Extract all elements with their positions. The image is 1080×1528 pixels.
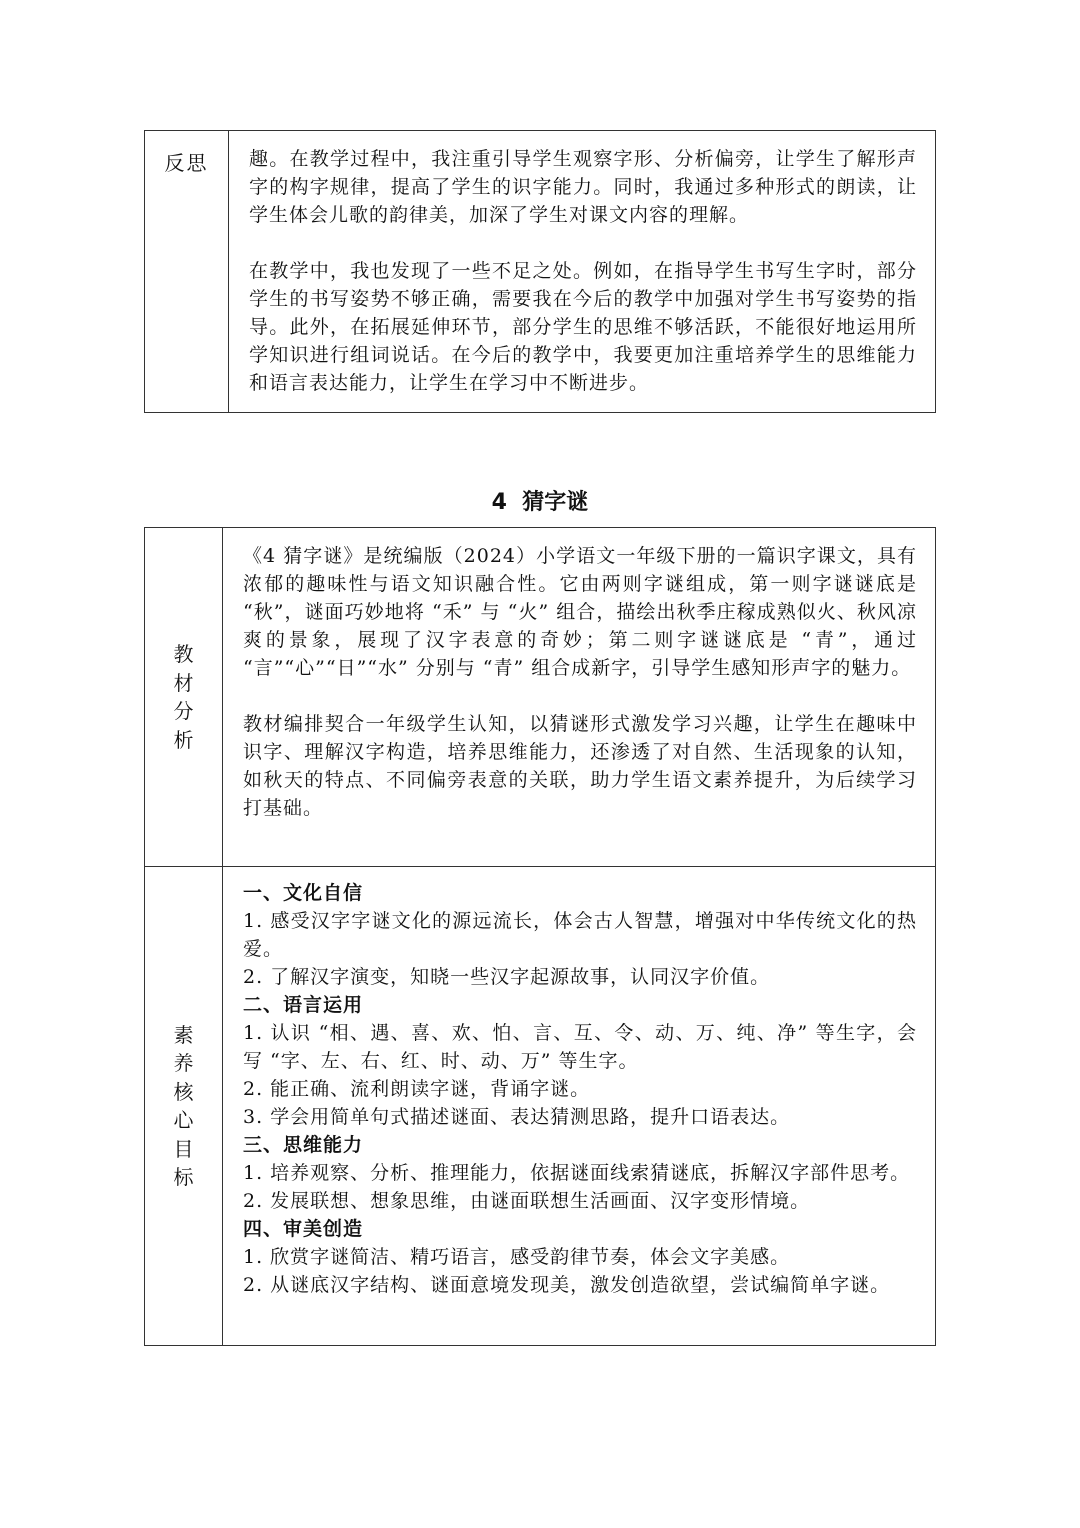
lesson-table (144, 527, 936, 1346)
goals-label-char: 标 (173, 1165, 194, 1189)
goals-item: 2. 了解汉字演变，知晓一些汉字起源故事，认同汉字价值。 (243, 966, 771, 988)
goals-section-heading: 二、语言运用 (243, 994, 364, 1016)
goals-section-heading: 三、思维能力 (243, 1134, 364, 1156)
goals-content (223, 867, 936, 1346)
goals-item: 1. 感受汉字字谜文化的源远流长，体会古人智慧，增强对中华传统文化的热爱。 (243, 910, 917, 960)
goals-item: 3. 学会用简单句式描述谜面、表达猜测思路，提升口语表达。 (243, 1106, 791, 1128)
reflection-label-cell (145, 131, 229, 413)
reflection-label: 反思 (164, 151, 209, 175)
goals-label (174, 1021, 194, 1192)
analysis-label-char: 材 (173, 670, 194, 695)
analysis-label (174, 640, 194, 754)
goals-label-char: 目 (173, 1136, 194, 1161)
goals-item: 1. 欣赏字谜简洁、精巧语言，感受韵律节奏，体会文字美感。 (243, 1246, 791, 1268)
reflection-table (144, 130, 936, 413)
goals-item: 2. 能正确、流利朗读字谜，背诵字谜。 (243, 1078, 591, 1100)
goals-label-char: 素 (173, 1022, 194, 1047)
reflection-paragraph-1: 趣。在教学过程中，我注重引导学生观察字形、分析偏旁，让学生了解形声字的构字规律，提高了学生的识字能力。同时，我通过多种形式的朗读，让学生体会儿歌的韵律美，加深了学生对课文内容的理解。 (249, 148, 917, 226)
goals-label-cell (145, 867, 223, 1346)
reflection-content (229, 131, 936, 413)
goals-item: 1. 培养观察、分析、推理能力，依据谜面线索猜谜底，拆解汉字部件思考。 (243, 1162, 911, 1184)
goals-label-char: 心 (173, 1108, 194, 1132)
analysis-content (223, 528, 936, 867)
analysis-label-char: 析 (173, 727, 194, 752)
analysis-label-char: 教 (173, 642, 194, 666)
analysis-label-char: 分 (173, 699, 194, 723)
analysis-paragraph-2: 教材编排契合一年级学生认知，以猜谜形式激发学习兴趣，让学生在趣味中识字、理解汉字构造，培养思维能力，还渗透了对自然、生活现象的认知，如秋天的特点、不同偏旁表意的关联，助力学生语文素养提升，为后续学习打基础。 (243, 713, 917, 819)
goals-label-char: 养 (173, 1051, 194, 1075)
analysis-label-cell (145, 528, 223, 867)
goals-item: 2. 从谜底汉字结构、谜面意境发现美，激发创造欲望，尝试编简单字谜。 (243, 1274, 891, 1296)
goals-section-heading: 一、文化自信 (243, 882, 364, 904)
goals-item: 2. 发展联想、想象思维，由谜面联想生活画面、汉字变形情境。 (243, 1190, 811, 1212)
goals-label-char: 核 (173, 1079, 194, 1104)
goals-item: 1. 认识 “相、遇、喜、欢、怕、言、互、令、动、万、纯、净” 等生字，会写 “字、左、右、红、时、动、万” 等生字。 (243, 1022, 917, 1072)
goals-section-heading: 四、审美创造 (243, 1218, 364, 1240)
lesson-title: 4 猜字谜 (491, 490, 589, 515)
analysis-paragraph-1: 《4 猜字谜》是统编版（2024）小学语文一年级下册的一篇识字课文，具有浓郁的趣味性与语文知识融合性。它由两则字谜组成，第一则字谜谜底是 “秋”，谜面巧妙地将 “禾” 与 “火” 组合，描绘出秋季庄稼成熟似火、秋风凉爽的景象，展现了汉字表意的奇妙；第二则字谜谜底是 “青”，通过 “言”“心”“日”“水” 分别与 “青” 组合成新字，引导学生感知形声字的魅力。 (243, 545, 917, 679)
reflection-paragraph-2: 在教学中，我也发现了一些不足之处。例如，在指导学生书写生字时，部分学生的书写姿势不够正确，需要我在今后的教学中加强对学生书写姿势的指导。此外，在拓展延伸环节，部分学生的思维不够活跃，不能很好地运用所学知识进行组词说话。在今后的教学中，我要更加注重培养学生的思维能力和语言表达能力，让学生在学习中不断进步。 (249, 260, 917, 394)
